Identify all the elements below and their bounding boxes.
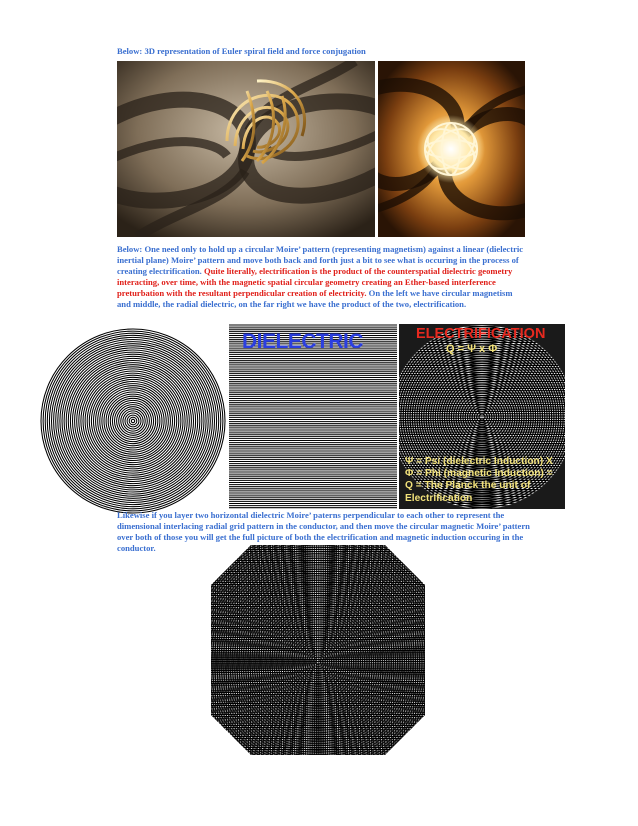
caption-euler-spiral: Below: 3D representation of Euler spiral field and force conjugation — [117, 46, 366, 56]
caption-moire-emphasis: Quite literally, electrification is the product of the counterspatial dielectric geometry interacting, over time, with the magnetic spatial circular geometry creating an Ether-based interference preturbation with the resultant perpendicular creation of electricity. — [117, 266, 513, 298]
electrification-label: ELECTRIFICATION — [416, 326, 546, 342]
euler-spiral-photo-right — [378, 61, 525, 237]
electrification-legend — [405, 456, 553, 505]
magnetism-circular-moire — [38, 324, 228, 514]
caption-moire-intro: Below: One need only to hold up a circular Moire’ pattern (representing magnetism) against a linear (dielectric inertial plane) Moire’ pattern and move both back and forth just a bit to see what is occuring in the process of creating electrification. — [117, 244, 524, 276]
legend-phi: Φ = Phi (magnetic Induction) = — [405, 468, 553, 480]
dielectric-label: DIELECTRIC — [242, 330, 363, 353]
legend-q: Q = The Planck the unit of — [405, 480, 531, 492]
electrification-formula: Q = Ψ x Φ — [446, 343, 498, 355]
combined-moire-pattern — [211, 545, 425, 755]
caption-moire-summary: On the left we have circular magnetism and middle, the radial dielectric, on the far right we have the product of the two, electrification. — [117, 288, 513, 309]
legend-psi: Ψ = Psi (dielectric Induction) X — [405, 456, 553, 467]
caption-layered-patterns: Likewise if you layer two horizontal dielectric Moire’ paterns perpendicular to each other to represent the dimensional interlacing radial grid pattern in the conductor, and then move the circular magnetic Moire’ pattern over both of those you will get the full picture of both the electrification and magnetic induction occuring in the conductor. — [117, 510, 530, 553]
caption-moire-explanation — [117, 244, 527, 310]
euler-spiral-photo-left — [117, 61, 375, 237]
legend-unit: Electrification — [405, 492, 473, 504]
